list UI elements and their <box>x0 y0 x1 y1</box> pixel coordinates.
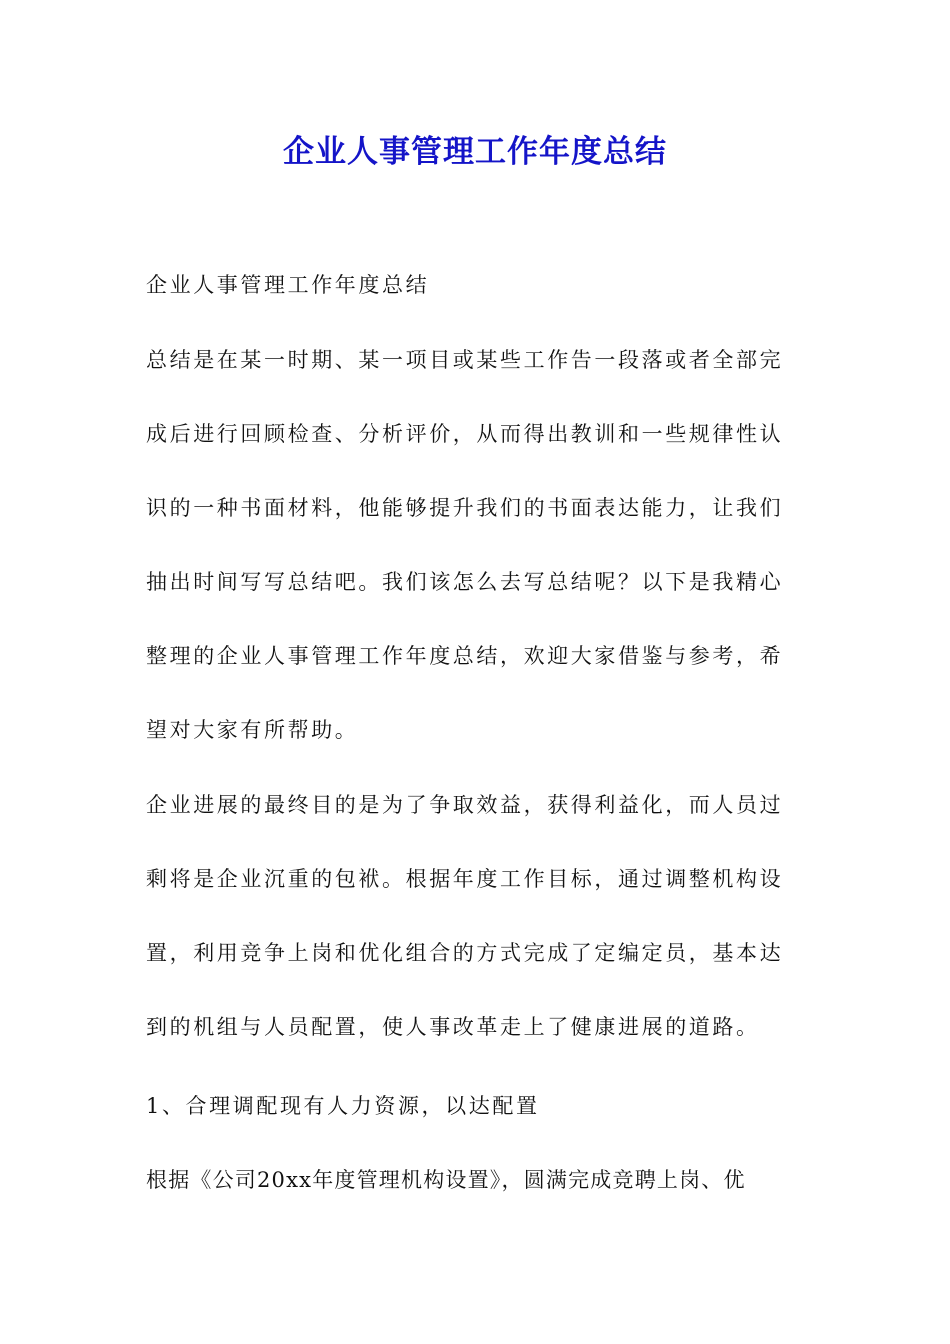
paragraph-line: 整理的企业人事管理工作年度总结，欢迎大家借鉴与参考，希 <box>146 644 784 668</box>
intro-paragraph <box>146 342 806 786</box>
paragraph-line: 根据《公司20xx年度管理机构设置》，圆满完成竞聘上岗、优 <box>146 1168 746 1192</box>
section-heading <box>146 1088 806 1162</box>
document-subtitle <box>146 267 806 341</box>
paragraph-line: 企业进展的最终目的是为了争取效益，获得利益化，而人员过 <box>146 793 784 817</box>
subtitle-line: 企业人事管理工作年度总结 <box>146 273 430 297</box>
paragraph-line: 望对大家有所帮助。 <box>146 718 359 742</box>
third-paragraph <box>146 1162 806 1236</box>
paragraph-line: 置，利用竞争上岗和优化组合的方式完成了定编定员，基本达 <box>146 941 784 965</box>
section-heading-text: 1、合理调配现有人力资源，以达配置 <box>146 1094 540 1118</box>
second-paragraph <box>146 787 806 1083</box>
paragraph-line: 总结是在某一时期、某一项目或某些工作告一段落或者全部完 <box>146 348 784 372</box>
paragraph-line: 抽出时间写写总结吧。我们该怎么去写总结呢？以下是我精心 <box>146 570 784 594</box>
paragraph-line: 成后进行回顾检查、分析评价，从而得出教训和一些规律性认 <box>146 422 784 446</box>
paragraph-line: 剩将是企业沉重的包袱。根据年度工作目标，通过调整机构设 <box>146 867 784 891</box>
document-title: 企业人事管理工作年度总结 <box>283 134 667 170</box>
paragraph-line: 到的机组与人员配置，使人事改革走上了健康进展的道路。 <box>146 1015 760 1039</box>
paragraph-line: 识的一种书面材料，他能够提升我们的书面表达能力，让我们 <box>146 496 784 520</box>
